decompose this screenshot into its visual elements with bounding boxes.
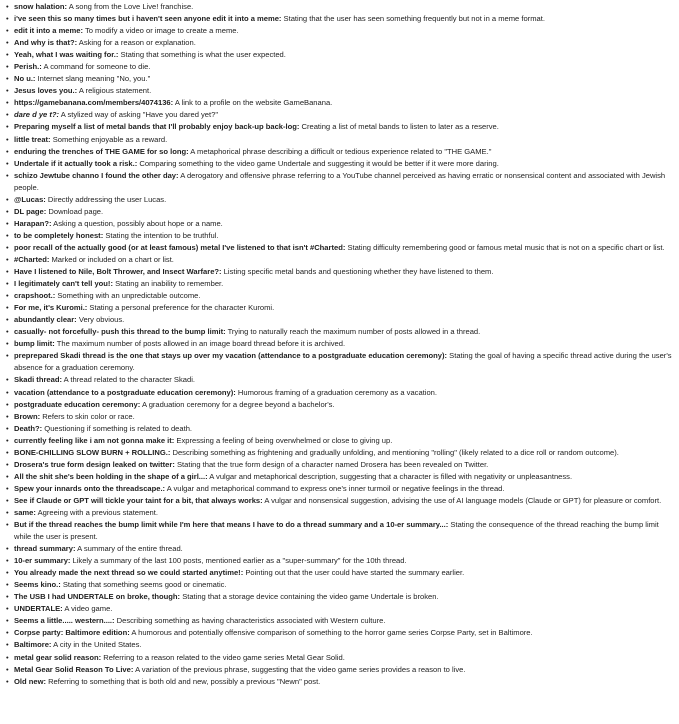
glossary-entry [6,314,673,326]
glossary-definition: Internet slang meaning "No, you." [35,74,151,84]
glossary-entry [6,459,673,471]
glossary-definition: Very obvious. [76,315,125,325]
glossary-definition: Agreeing with a previous statement. [35,507,158,517]
glossary-entry [6,615,673,627]
glossary-term: @Lucas: [14,194,46,204]
glossary-term: See if Claude or GPT will tickle your taint for a bit, that always works: [14,495,263,505]
glossary-term: Skadi thread: [14,375,62,385]
glossary-definition: Stating that the user has seen something frequently but not in a meme format. [281,14,545,24]
glossary-entry [6,639,673,651]
glossary-definition: Trying to naturally reach the maximum number of posts allowed in a thread. [225,327,481,337]
glossary-term: Baltimore: [14,640,52,650]
glossary-term: Corpse party: Baltimore edition: [14,628,130,638]
glossary-entry [6,61,673,73]
glossary-term: schizo Jewtube channo I found the other day: [14,170,179,180]
glossary-entry [6,495,673,507]
glossary-entry [6,134,673,146]
glossary-definition: Directly addressing the user Lucas. [45,194,167,204]
glossary-entry [6,109,673,121]
glossary-entry [6,266,673,278]
glossary-term: All the shit she's been holding in the shape of a girl...: [14,471,208,481]
glossary-entry [6,278,673,290]
glossary-entry [6,519,673,543]
glossary-term: For me, it's Kuromi.: [14,303,88,313]
glossary-entry [6,170,673,194]
glossary-entry [6,242,673,254]
glossary-definition: A summary of the entire thread. [75,544,183,554]
glossary-term: Yeah, what I was waiting for.: [14,50,119,60]
glossary-entry [6,37,673,49]
glossary-entry [6,206,673,218]
glossary-term: metal gear solid reason: [14,652,102,662]
glossary-entry [6,1,673,13]
glossary-definition: A vulgar and metaphorical command to express one's inner turmoil or negative feelings in the thread. [165,483,505,493]
glossary-definition: A song from the Love Live! franchise. [67,2,194,11]
glossary-definition: A city in the United States. [51,640,142,650]
glossary-entry [6,435,673,447]
glossary-term: Jesus loves you.: [14,86,78,96]
glossary-definition: Referring to something that is both old and new, possibly a previous "Newn" post. [45,676,321,686]
glossary-definition: Marked or included on a chart or list. [49,254,174,264]
glossary-term: 10-er summary: [14,556,71,566]
glossary-entry [6,652,673,664]
glossary-entry [6,664,673,676]
glossary-entry [6,627,673,639]
glossary-term: currently feeling like i am not gonna make it: [14,435,175,445]
glossary-term: to be completely honest: [14,230,104,240]
glossary-entry [6,387,673,399]
glossary-definition: Stating that something seems good or cinematic. [60,580,227,590]
glossary-definition: Refers to skin color or race. [40,411,135,421]
glossary-entry [6,97,673,109]
glossary-entry [6,471,673,483]
glossary-term: But if the thread reaches the bump limit while I'm here that means I have to do a thread summary and a 10-er summary...: [14,520,449,530]
glossary-term: Preparing myself a list of metal bands that I'll probably enjoy back-up back-log: [14,122,300,132]
glossary-definition: Stating difficulty remembering good or famous metal music that is not on a specific chart or list. [345,242,665,252]
glossary-term: postgraduate education ceremony: [14,399,141,409]
glossary-definition: A graduation ceremony for a degree beyond a bachelor's. [140,399,335,409]
glossary-entry [6,507,673,519]
glossary-list [6,1,673,688]
glossary-definition: Download page. [46,206,104,216]
glossary-entry [6,254,673,266]
glossary-term: Perish.: [14,62,42,72]
glossary-term: BONE-CHILLING SLOW BURN + ROLLING.: [14,447,171,457]
glossary-definition: Comparing something to the video game Undertale and suggesting it would be better if it were more daring. [137,158,499,168]
glossary-term: crapshoot.: [14,291,56,301]
glossary-entry [6,423,673,435]
glossary-definition: Asking a question, possibly about hope or a name. [51,218,223,228]
glossary-definition: Referring to a reason related to the video game series Metal Gear Solid. [101,652,345,662]
glossary-definition: Something enjoyable as a reward. [50,134,168,144]
glossary-term: UNDERTALE: [14,604,63,614]
glossary-term: edit it into a meme: [14,26,83,36]
glossary-definition: Likely a summary of the last 100 posts, mentioned earlier as a "super-summary" for the 10th thread. [70,556,407,566]
glossary-definition: A vulgar and nonsensical suggestion, advising the use of AI language models (Claude or GPT) for pleasure or comfort. [262,495,662,505]
glossary-entry [6,302,673,314]
glossary-definition: Stating that something is what the user expected. [118,50,286,60]
glossary-term: Have I listened to Nile, Bolt Thrower, and Insect Warfare?: [14,267,222,277]
glossary-definition: A religious statement. [77,86,152,96]
glossary-definition: A metaphorical phrase describing a difficult or tedious experience related to "THE GAME." [188,146,492,156]
glossary-definition: The maximum number of posts allowed in an image board thread before it is archived. [54,339,346,349]
glossary-term: little treat: [14,134,51,144]
glossary-definition: Listing specific metal bands and questioning whether they have listened to them. [221,267,494,277]
glossary-entry [6,350,673,374]
glossary-term: Metal Gear Solid Reason To Live: [14,664,134,674]
glossary-entry [6,483,673,495]
glossary-entry [6,121,673,133]
glossary-entry [6,85,673,97]
glossary-entry [6,194,673,206]
glossary-definition: Humorous framing of a graduation ceremony as a vacation. [235,387,437,397]
glossary-term: https://gamebanana.com/members/4074136: [14,98,174,108]
glossary-entry [6,290,673,302]
glossary-definition: Describing something as frightening and gradually unfolding, and mentioning "rolling" (likely related to a dice roll or random outcome). [170,447,619,457]
glossary-term: The USB I had UNDERTALE on broke, though: [14,592,181,602]
glossary-entry [6,591,673,603]
glossary-definition: Creating a list of metal bands to listen to later as a reserve. [299,122,499,132]
glossary-term: Brown: [14,411,41,421]
glossary-definition: Stating a personal preference for the character Kuromi. [87,303,275,313]
glossary-definition: A link to a profile on the website GameBanana. [173,98,333,108]
glossary-term: enduring the trenches of THE GAME for so long: [14,146,189,156]
glossary-term: poor recall of the actually good (or at least famous) metal I've listened to that isn't #Charted: [14,242,346,252]
glossary-entry [6,230,673,242]
glossary-term: Undertale if it actually took a risk.: [14,158,138,168]
glossary-definition: Describing something as having characteristics associated with Western culture. [114,616,386,626]
glossary-definition: To modify a video or image to create a meme. [83,26,239,36]
glossary-entry [6,567,673,579]
glossary-definition: Something with an unpredictable outcome. [55,291,201,301]
glossary-term: And why is that?: [14,38,78,48]
glossary-term: Drosera's true form design leaked on twitter: [14,459,175,469]
glossary-term: Seems kino.: [14,580,61,590]
glossary-entry [6,49,673,61]
glossary-entry [6,146,673,158]
glossary-definition: Asking for a reason or explanation. [77,38,196,48]
glossary-entry [6,555,673,567]
glossary-entry [6,13,673,25]
glossary-definition: Stating the intention to be truthful. [103,230,219,240]
glossary-entry [6,374,673,386]
glossary-term: vacation (attendance to a postgraduate education ceremony): [14,387,236,397]
glossary-term: preprepared Skadi thread is the one that stays up over my vacation (attendance to a postgraduate education ceremony): [14,351,448,361]
glossary-definition: Stating that the true form design of a character named Drosera has been revealed on Twitter. [174,459,489,469]
glossary-entry [6,158,673,170]
glossary-term: I legitimately can't tell you!: [14,279,113,289]
glossary-term: Old new: [14,676,46,686]
glossary-entry [6,447,673,459]
glossary-definition: Stating that a storage device containing the video game Undertale is broken. [180,592,439,602]
glossary-term: i've seen this so many times but i haven't seen anyone edit it into a meme: [14,14,282,24]
glossary-term: same: [14,507,36,517]
glossary-entry [6,25,673,37]
glossary-term: Harapan?: [14,218,52,228]
glossary-term: abundantly clear: [14,315,77,325]
glossary-entry [6,411,673,423]
glossary-definition: Questioning if something is related to death. [42,423,193,433]
glossary-term: Death?: [14,423,43,433]
glossary-definition: A derogatory and offensive phrase referring to a YouTube channel perceived as having erratic or nonsensical content and associated with Jewish people. [14,170,666,192]
glossary-term: No u.: [14,74,36,84]
glossary-entry [6,579,673,591]
glossary-entry [6,218,673,230]
glossary-definition: A stylized way of asking "Have you dared yet?" [59,110,219,120]
glossary-definition: Stating the consequence of the thread reaching the bump limit while the user is present. [14,520,659,542]
glossary-definition: A variation of the previous phrase, suggesting that the video game series provides a reason to live. [133,664,466,674]
glossary-definition: Stating the goal of having a specific thread active during the user's absence for a graduation ceremony. [14,351,672,373]
glossary-entry [6,543,673,555]
glossary-definition: A video game. [62,604,113,614]
glossary-definition: Expressing a feeling of being overwhelmed or close to giving up. [174,435,393,445]
glossary-definition: A thread related to the character Skadi. [61,375,195,385]
glossary-entry [6,338,673,350]
glossary-term: thread summary: [14,544,76,554]
glossary-definition: A humorous and potentially offensive comparison of something to the horror game series Corpse Party, set in Baltimore. [129,628,533,638]
glossary-term: DL page: [14,206,47,216]
glossary-term: casually- not forcefully- push this thread to the bump limit: [14,327,226,337]
glossary-entry [6,73,673,85]
glossary-term: Seems a little..... western....: [14,616,115,626]
glossary-entry [6,326,673,338]
glossary-term: Spew your innards onto the threadscape.: [14,483,166,493]
glossary-definition: A command for someone to die. [41,62,151,72]
glossary-term: snow halation: [14,2,68,11]
glossary-term: #Charted: [14,254,50,264]
glossary-term: dare d ye t?: [14,110,60,120]
glossary-term: bump limit: [14,339,55,349]
glossary-entry [6,399,673,411]
glossary-definition: Stating an inability to remember. [112,279,224,289]
glossary-entry [6,676,673,688]
glossary-term: You already made the next thread so we could started anytime!: [14,568,244,578]
glossary-entry [6,603,673,615]
glossary-definition: Pointing out that the user could have started the summary earlier. [243,568,465,578]
glossary-definition: A vulgar and metaphorical description, suggesting that a character is filled with negativity or unpleasantness. [207,471,573,481]
